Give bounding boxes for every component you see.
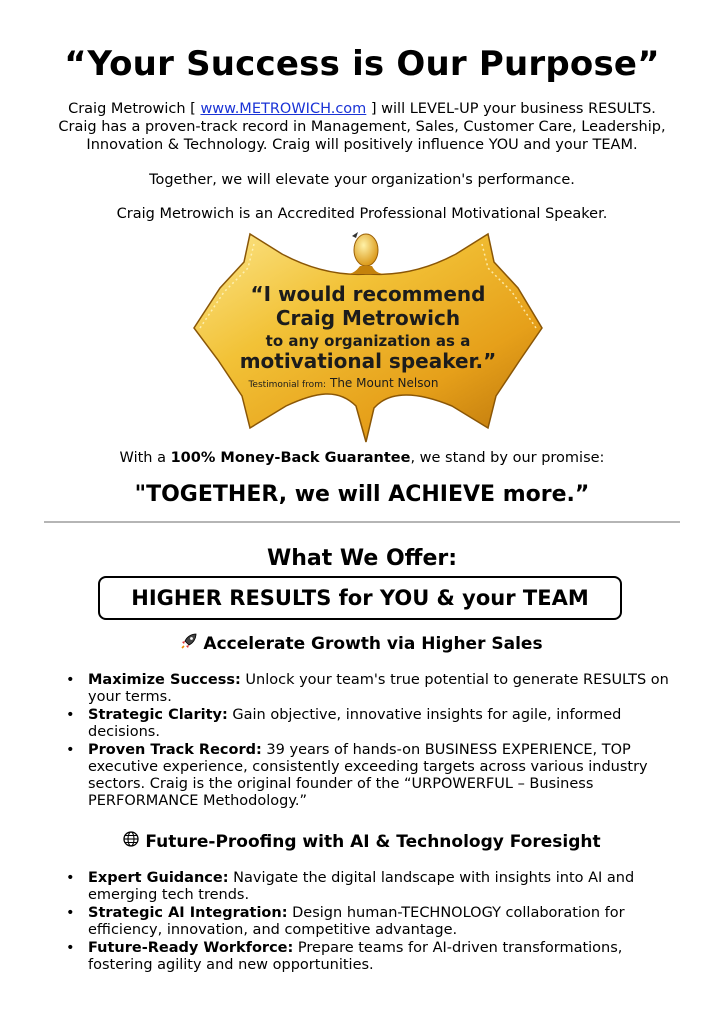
guarantee-text-before: With a (119, 450, 171, 466)
guarantee-statement (0, 450, 724, 466)
section-heading-growth-text: Accelerate Growth via Higher Sales (203, 634, 543, 654)
intro-line-3: Innovation & Technology. Craig will positively influence YOU and your TEAM. (86, 137, 638, 153)
section-divider (44, 521, 680, 523)
section-heading-ai-text: Future-Proofing with AI & Technology Foresight (145, 832, 601, 852)
section-heading-ai (0, 831, 724, 852)
accreditation-statement: Craig Metrowich is an Accredited Professional Motivational Speaker. (116, 206, 608, 222)
list-item-title: Strategic Clarity: (88, 707, 228, 723)
globe-icon (123, 831, 139, 852)
bullet-icon: • (66, 707, 75, 723)
ai-benefits-list (66, 870, 686, 975)
intro-text-after-link: ] will LEVEL-UP your business RESULTS. (366, 101, 656, 117)
website-link[interactable]: www.METROWICH.com (200, 101, 367, 117)
list-item-title: Proven Track Record: (88, 742, 262, 758)
figure-icon (342, 232, 390, 274)
testimonial-badge (190, 228, 546, 446)
intro-paragraph (0, 100, 724, 154)
list-item-title: Expert Guidance: (88, 870, 229, 886)
list-item (66, 742, 686, 810)
guarantee-highlight: 100% Money-Back Guarantee (170, 450, 411, 466)
list-item-text: Navigate the digital landscape with insights into AI and emerging tech trends. (88, 870, 635, 903)
intro-text-before-link: Craig Metrowich [ (68, 101, 201, 117)
badge-quote-line-3: to any organization as a (265, 332, 471, 350)
motto-heading: "TOGETHER, we will ACHIEVE more.” (134, 482, 590, 507)
section-heading-growth (0, 633, 724, 654)
growth-benefits-list (66, 672, 686, 811)
list-item-text: Unlock your team's true potential to generate RESULTS on your terms. (88, 672, 669, 705)
bullet-icon: • (66, 672, 75, 688)
guarantee-text-after: , we stand by our promise: (410, 450, 605, 466)
badge-quote-line-1: “I would recommend (250, 282, 486, 306)
badge-quote-line-2: Craig Metrowich (275, 306, 461, 330)
list-item-text: Prepare teams for AI-driven transformations, fostering agility and new opportunities. (88, 940, 623, 973)
list-item-title: Maximize Success: (88, 672, 241, 688)
list-item (66, 940, 686, 974)
list-item-title: Future-Ready Workforce: (88, 940, 294, 956)
list-item (66, 870, 686, 904)
bullet-icon: • (66, 870, 75, 886)
offer-callout-box: HIGHER RESULTS for YOU & your TEAM (98, 576, 622, 620)
badge-source-name: The Mount Nelson (330, 376, 439, 390)
list-item-text: Design human-TECHNOLOGY collaboration for efficiency, innovation, and competitive advantage. (88, 905, 625, 938)
intro-line-1 (0, 100, 724, 118)
page-title: “Your Success is Our Purpose” (64, 44, 660, 84)
rocket-icon (181, 633, 197, 654)
list-item-text: Gain objective, innovative insights for agile, informed decisions. (88, 707, 622, 740)
together-statement: Together, we will elevate your organization's performance. (149, 172, 575, 188)
intro-line-2: Craig has a proven-track record in Management, Sales, Customer Care, Leadership, (58, 119, 666, 135)
badge-quote-line-4: motivational speaker.” (239, 349, 497, 373)
list-item (66, 672, 686, 706)
list-item (66, 707, 686, 741)
bullet-icon: • (66, 905, 75, 921)
bullet-icon: • (66, 742, 75, 758)
bullet-icon: • (66, 940, 75, 956)
badge-source-label: Testimonial from: (248, 380, 326, 390)
list-item-text: 39 years of hands-on BUSINESS EXPERIENCE, TOP executive experience, consistently exceeding targets across various industry sectors. Craig is the original founder of the “URPOWERFUL – Business PERFORMANCE Methodology.” (88, 742, 648, 809)
list-item (66, 905, 686, 939)
offer-heading: What We Offer: (266, 546, 458, 571)
list-item-title: Strategic AI Integration: (88, 905, 288, 921)
